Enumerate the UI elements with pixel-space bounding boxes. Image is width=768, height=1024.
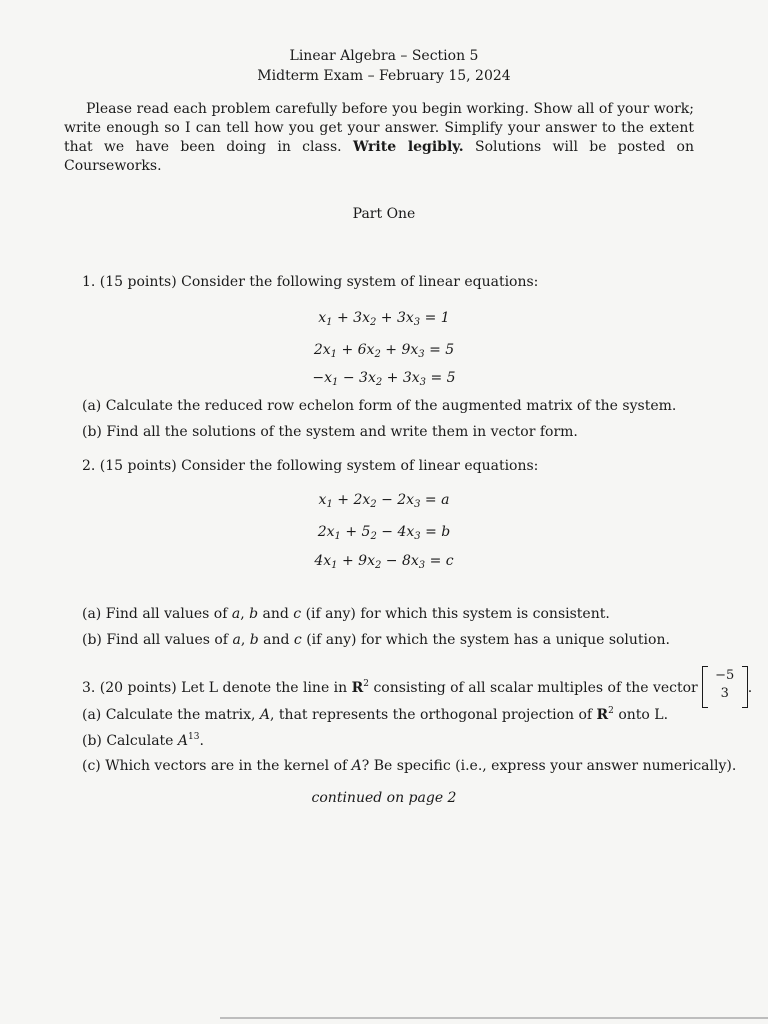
problem-2b (82, 632, 670, 648)
course-title: Linear Algebra – Section 5 (289, 48, 479, 64)
p2-equation-2: $2x_1 + 5_2 - 4x_3 = b$ (317, 524, 451, 542)
problem-3b: (b) Calculate $A^{13}$. (82, 732, 204, 749)
p1-equation-3: $-x_1 - 3x_2 + 3x_3 = 5$ (312, 370, 456, 388)
instructions (64, 100, 694, 176)
p2a-sep: , (240, 606, 250, 622)
p2b-and: and (258, 632, 294, 648)
p3a-mid: , that represents the orthogonal projection of (270, 707, 597, 723)
var-c: c (293, 606, 302, 622)
var-c: c (293, 632, 302, 648)
part-title: Part One (352, 206, 416, 222)
p2a-suffix: (if any) for which this system is consistent. (301, 606, 610, 622)
p1-equation-1: $x_1 + 3x_2 + 3x_3 = 1$ (318, 310, 450, 328)
problem-3c (82, 758, 736, 774)
var-A: A (177, 733, 189, 749)
vector-bottom: 3 (720, 686, 729, 701)
p2b-suffix: (if any) for which the system has a unique solution. (301, 632, 670, 648)
reals-symbol: R (596, 707, 609, 723)
scan-edge-line (220, 1017, 768, 1019)
p2a-and: and (258, 606, 294, 622)
p2a-text: (a) Find all values of (82, 606, 232, 622)
exam-header (0, 46, 768, 86)
instructions-bold: Write legibly. (352, 139, 464, 155)
exponent-13: 13 (188, 732, 200, 742)
var-A: A (259, 707, 271, 723)
reals-symbol: R (351, 680, 364, 696)
instructions-text: Please read each problem carefully before you begin working. Show all of your work; write enough so I can tell how you get your answer. Simplify your answer to the extent that we have been doing in class. (64, 101, 694, 155)
p2b-text: (b) Find all values of (82, 632, 233, 648)
p3a-suffix: onto L. (613, 707, 669, 723)
problem-3-stem: 3. (20 points) Let L denote the line in $R^2$ consisting of all scalar multiples of the vector −5 3 . (82, 662, 752, 710)
dimension-2: 2 (363, 679, 370, 689)
p3c-suffix: ? Be specific (i.e., express your answer numerically). (361, 758, 737, 774)
problem-1b: (b) Find all the solutions of the system and write them in vector form. (82, 424, 578, 440)
instructions-text-end: Solutions will be posted on Courseworks. (64, 139, 694, 174)
p2-equation-3: $4x_1 + 9x_2 - 8x_3 = c$ (314, 553, 454, 571)
var-b: b (249, 632, 259, 648)
var-A: A (351, 758, 362, 774)
vector-matrix (702, 666, 748, 710)
p2b-sep: , (240, 632, 250, 648)
dimension-2: 2 (608, 706, 614, 716)
right-bracket (742, 666, 748, 708)
p2-equation-1: $x_1 + 2x_2 - 2x_3 = a$ (318, 492, 450, 510)
continued-note: continued on page 2 (311, 790, 457, 806)
vector-top: −5 (715, 668, 735, 683)
problem-2-stem: 2. (15 points) Consider the following system of linear equations: (82, 458, 539, 474)
problem-1-stem: 1. (15 points) Consider the following system of linear equations: (82, 274, 539, 290)
problem-1a: (a) Calculate the reduced row echelon form of the augmented matrix of the system. (82, 398, 677, 414)
var-b: b (249, 606, 259, 622)
p3b-text: (b) Calculate (82, 733, 178, 749)
p3-text-end: consisting of all scalar multiples of the vector (369, 680, 698, 696)
p3c-text: (c) Which vectors are in the kernel of (82, 758, 352, 774)
problem-2a (82, 606, 610, 622)
p3a-text: (a) Calculate the matrix, (82, 707, 260, 723)
p3-text: 3. (20 points) Let L denote the line in (82, 680, 352, 696)
problem-3a (82, 706, 668, 723)
var-a: a (231, 606, 241, 622)
p1-equation-2: $2x_1 + 6x_2 + 9x_3 = 5$ (313, 342, 455, 360)
var-a: a (232, 632, 241, 648)
exam-title: Midterm Exam – February 15, 2024 (257, 68, 511, 84)
